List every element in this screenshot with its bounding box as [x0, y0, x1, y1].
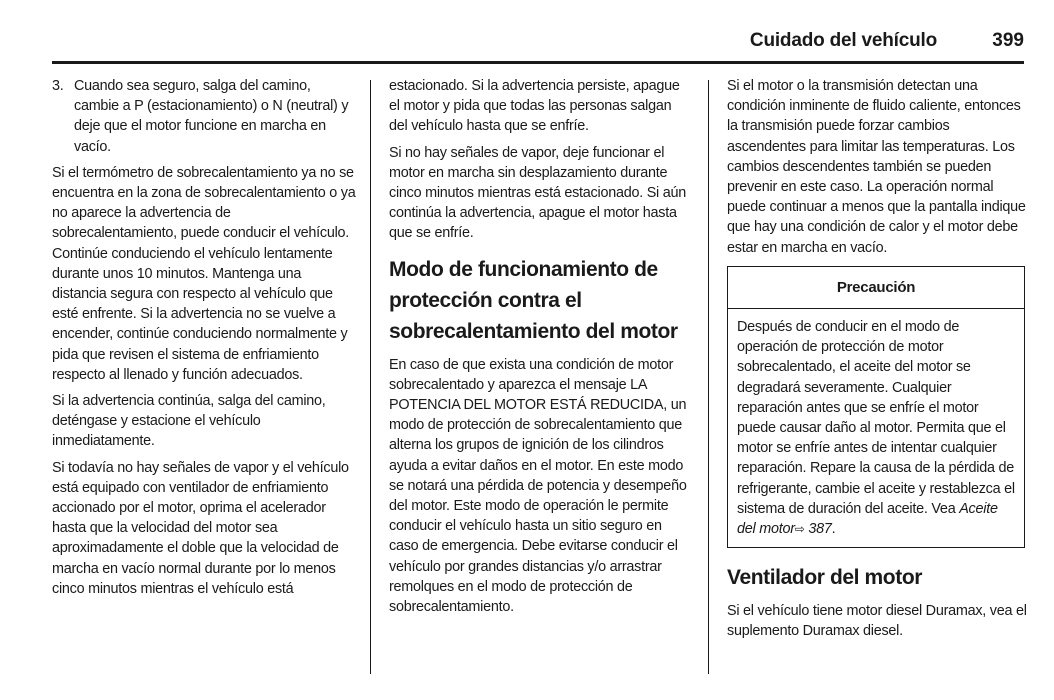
paragraph: Si todavía no hay señales de vapor y el vehículo está equipado con ventilador de enfriamiento accionado por el motor, oprima el acelerador hasta que la velocidad del motor sea aproximadamente el doble que la velocidad de marcha en vacío normal durante por lo menos cinco minutos mientras el vehículo está [52, 459, 349, 597]
header-rule [52, 61, 1024, 64]
list-item-number: 3. [52, 78, 64, 94]
column-divider-2 [708, 80, 709, 674]
header-title: Cuidado del vehículo [749, 30, 937, 51]
cross-reference-label: Aceite del motor [737, 500, 998, 538]
paragraph: Si la advertencia continúa, salga del camino, deténgase y estacione el vehículo inmediatamente. [52, 393, 326, 450]
section-heading: Ventilador del motor [727, 566, 923, 590]
paragraph: Si no hay señales de vapor, deje funcionar el motor en marcha sin desplazamiento durante cinco minutos mientras está estacionado. Si aún continúa la advertencia, apague el motor hasta que se enfríe. [389, 144, 687, 242]
caution-text: Después de conducir en el modo de operación de protección de motor sobrecalentado, el aceite del motor se degradará severamente. Cualquier reparación antes que se enfríe el motor puede causar daño al motor. Permita que el motor se enfríe antes de intentar cualquier reparación. Repare la causa de la pérdida de refrigerante, cambie el aceite y restablezca el sistema de duración del aceite. Vea [737, 319, 1015, 517]
cross-reference-page: 387 [808, 521, 832, 538]
column-1 [52, 76, 358, 605]
page-arrow-icon: ⇨ [794, 522, 805, 537]
paragraph: estacionado. Si la advertencia persiste, apague el motor y pida que todas las personas salgan del vehículo hasta que se enfríe. [389, 78, 680, 135]
caution-end: . [831, 521, 836, 538]
section-heading: Modo de funcionamiento de protección contra el sobrecalentamiento del motor [389, 257, 678, 343]
column-divider-1 [370, 80, 371, 674]
caution-title: Precaución [728, 267, 1024, 309]
list-item-text: Cuando sea seguro, salga del camino, cambie a P (estacionamiento) o N (neutral) y deje que el motor funcione en marcha en vacío. [74, 78, 349, 155]
paragraph: Si el vehículo tiene motor diesel Duramax, vea el suplemento Duramax diesel. [727, 603, 1027, 640]
paragraph: En caso de que exista una condición de motor sobrecalentado y aparezca el mensaje LA POTENCIA DEL MOTOR ESTÁ REDUCIDA, un modo de protección de sobrecalentamiento que alterna los grupos de ignición de los cilindros ayuda a evitar daños en el motor. En este modo se notará una pérdida de potencia y desempeño del motor. Este modo de operación le permite conducir el vehículo hasta un sitio seguro en caso de emergencia. Debe evitarse conducir el vehículo por grandes distancias y/o arrastrar remolques en el modo de protección de sobrecalentamiento. [389, 356, 687, 616]
column-2 [389, 76, 691, 623]
paragraph: Si el termómetro de sobrecalentamiento ya no se encuentra en la zona de sobrecalentamiento o ya no aparece la advertencia de sobrecalentamiento, puede conducir el vehículo. Continúe conduciendo el vehículo lentamente durante unos 10 minutos. Mantenga una distancia segura con respecto al vehículo que esté enfrente. Si la advertencia no se vuelve a encender, continúe conduciendo normalmente y pida que revisen el sistema de enfriamiento respecto al llenado y función adecuados. [52, 164, 356, 383]
page-number: 399 [992, 30, 1024, 51]
paragraph: Si el motor o la transmisión detectan una condición inminente de fluido caliente, entonces la transmisión puede forzar cambios ascendentes para limitar las temperaturas. Los cambios descendentes también se pueden prevenir en este caso. La operación normal puede continuar a menos que la pantalla indique que hay una condición de calor y el motor debe estar en marcha en vacío. [727, 78, 1026, 256]
column-3 [727, 76, 1027, 648]
list-item-3 [52, 76, 358, 157]
caution-body [728, 309, 1024, 547]
caution-box [727, 266, 1025, 548]
